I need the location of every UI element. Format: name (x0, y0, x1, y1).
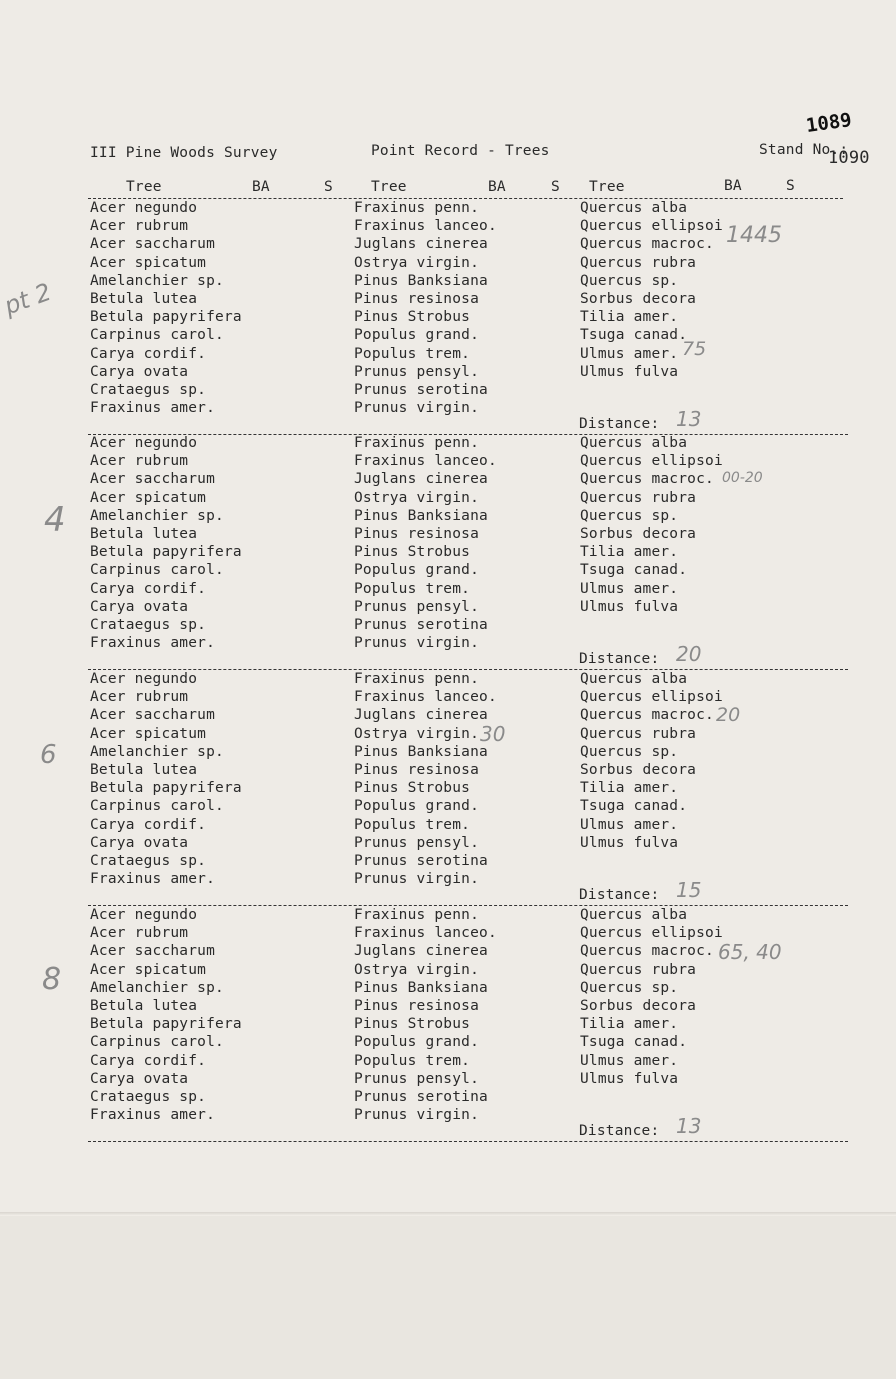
species-entry: Fraxinus amer. (90, 635, 216, 652)
distance-value: 20 (676, 642, 702, 666)
species-entry: Sorbus decora (580, 761, 697, 778)
species-entry: Pinus Strobus (354, 1016, 471, 1033)
species-entry: Betula lutea (90, 525, 198, 542)
species-entry: Amelanchier sp. (90, 743, 224, 760)
species-entry: Acer negundo (90, 671, 198, 687)
species-entry: Amelanchier sp. (90, 272, 224, 289)
col-header-tree-3: Tree (589, 179, 625, 195)
species-entry: Quercus rubra (580, 961, 697, 978)
species-entry: Betula lutea (90, 761, 198, 778)
species-entry: Pinus Strobus (354, 780, 471, 797)
species-entry: Fraxinus lanceo. (354, 925, 497, 942)
species-entry: Crataegus sp. (90, 1088, 207, 1105)
species-entry: Acer spicatum (90, 725, 207, 742)
species-entry: Ostrya virgin. (354, 254, 480, 271)
species-entry: Ulmus amer. (580, 580, 679, 597)
species-entry: Quercus ellipsoi (580, 689, 723, 706)
species-entry: Acer spicatum (90, 489, 207, 506)
species-entry: Populus trem. (354, 1052, 471, 1069)
species-entry: Ulmus fulva (580, 363, 679, 380)
species-entry: Acer spicatum (90, 254, 207, 271)
distance-label: Distance: (579, 416, 660, 432)
species-entry: Pinus Banksiana (354, 979, 488, 996)
species-entry: Carya ovata (90, 363, 189, 380)
species-entry: Tsuga canad. (580, 327, 688, 344)
species-entry: Populus trem. (354, 345, 471, 362)
distance-label: Distance: (579, 1123, 660, 1139)
paper-lower-flap (0, 1216, 896, 1379)
species-entry: Acer negundo (90, 200, 198, 216)
col-header-ba-3: BA (724, 178, 742, 194)
species-entry: Ostrya virgin. (354, 489, 480, 506)
col-header-tree-2: Tree (371, 179, 407, 195)
species-entry: Sorbus decora (580, 997, 697, 1014)
species-entry: Populus grand. (354, 327, 480, 344)
species-entry: Prunus virgin. (354, 400, 480, 417)
margin-note-1: pt 2 (0, 277, 55, 321)
distance-value: 15 (676, 878, 702, 902)
species-entry: Betula papyrifera (90, 780, 242, 797)
species-column-1 (90, 906, 242, 1124)
species-entry: Fraxinus penn. (354, 200, 480, 216)
species-entry: Quercus alba (580, 907, 688, 923)
species-entry: Ulmus fulva (580, 834, 679, 851)
species-entry: Acer rubrum (90, 925, 189, 942)
stand-number-stamp: 1089 (804, 108, 854, 138)
stand-label: Stand No.: (759, 142, 849, 158)
annotation-ulmus-amer-1: 75 (682, 338, 707, 360)
species-entry: Ostrya virgin. (354, 961, 480, 978)
species-column-2 (354, 199, 497, 417)
species-entry: Pinus Banksiana (354, 272, 488, 289)
species-entry: Ulmus fulva (580, 1070, 679, 1087)
col-header-s-1: S (324, 179, 333, 195)
species-entry: Tsuga canad. (580, 562, 688, 579)
species-entry: Acer saccharum (90, 236, 216, 253)
species-entry: Fraxinus penn. (354, 907, 480, 923)
species-entry: Juglans cinerea (354, 236, 488, 253)
species-entry: Carya cordif. (90, 345, 207, 362)
species-entry: Acer rubrum (90, 453, 189, 470)
species-entry: Acer spicatum (90, 961, 207, 978)
species-entry: Fraxinus amer. (90, 871, 216, 888)
species-entry: Prunus pensyl. (354, 598, 480, 615)
col-header-ba-2: BA (488, 179, 506, 195)
species-entry: Tilia amer. (580, 1016, 679, 1033)
distance-label: Distance: (579, 887, 660, 903)
species-entry: Quercus sp. (580, 507, 679, 524)
species-entry: Carya cordif. (90, 816, 207, 833)
distance-label: Distance: (579, 651, 660, 667)
species-entry: Juglans cinerea (354, 471, 488, 488)
species-entry: Carya cordif. (90, 580, 207, 597)
species-entry: Amelanchier sp. (90, 507, 224, 524)
species-entry: Pinus resinosa (354, 290, 480, 307)
species-column-3 (580, 906, 723, 1088)
col-header-s-3: S (786, 178, 795, 194)
species-entry: Populus trem. (354, 580, 471, 597)
species-entry: Carpinus carol. (90, 562, 224, 579)
annotation-ostrya-3: 30 (480, 722, 506, 746)
species-entry: Pinus resinosa (354, 525, 480, 542)
species-entry: Prunus serotina (354, 616, 488, 633)
species-entry: Quercus macroc. (580, 236, 714, 253)
species-entry: Carya cordif. (90, 1052, 207, 1069)
species-entry: Prunus pensyl. (354, 1070, 480, 1087)
species-entry: Prunus serotina (354, 381, 488, 398)
species-entry: Pinus resinosa (354, 997, 480, 1014)
species-entry: Tsuga canad. (580, 1034, 688, 1051)
species-entry: Quercus macroc. (580, 471, 714, 488)
annotation-macroc-2: 00-20 (722, 470, 763, 486)
species-entry: Quercus rubra (580, 489, 697, 506)
species-entry: Prunus serotina (354, 852, 488, 869)
stand-number: 1090 (828, 148, 870, 168)
species-entry: Betula papyrifera (90, 544, 242, 561)
species-entry: Acer negundo (90, 907, 198, 923)
species-entry: Carya ovata (90, 598, 189, 615)
species-entry: Populus trem. (354, 816, 471, 833)
species-column-2 (354, 670, 497, 888)
species-entry: Tsuga canad. (580, 798, 688, 815)
species-entry: Ulmus amer. (580, 345, 679, 362)
annotation-macroc-1: 1445 (726, 223, 782, 248)
species-entry: Pinus Strobus (354, 309, 471, 326)
species-entry: Betula papyrifera (90, 1016, 242, 1033)
survey-title: III Pine Woods Survey (90, 145, 278, 161)
species-entry: Populus grand. (354, 1034, 480, 1051)
species-entry: Quercus rubra (580, 254, 697, 271)
species-entry: Ulmus fulva (580, 598, 679, 615)
distance-value: 13 (676, 407, 702, 431)
species-entry: Populus grand. (354, 798, 480, 815)
species-entry: Amelanchier sp. (90, 979, 224, 996)
species-entry: Acer rubrum (90, 218, 189, 235)
margin-note-4: 8 (42, 962, 62, 997)
species-entry: Quercus alba (580, 435, 688, 451)
species-column-1 (90, 670, 242, 888)
col-header-s-2: S (551, 179, 560, 195)
species-entry: Pinus Banksiana (354, 743, 488, 760)
species-column-2 (354, 434, 497, 652)
species-entry: Quercus alba (580, 671, 688, 687)
species-entry: Ostrya virgin. (354, 725, 480, 742)
species-entry: Fraxinus lanceo. (354, 218, 497, 235)
species-entry: Fraxinus amer. (90, 400, 216, 417)
species-column-2 (354, 906, 497, 1124)
species-entry: Fraxinus amer. (90, 1107, 216, 1124)
species-entry: Pinus Strobus (354, 544, 471, 561)
species-entry: Sorbus decora (580, 290, 697, 307)
species-entry: Carya ovata (90, 1070, 189, 1087)
species-column-3 (580, 670, 723, 852)
species-entry: Pinus resinosa (354, 761, 480, 778)
species-entry: Quercus ellipsoi (580, 925, 723, 942)
species-entry: Prunus virgin. (354, 871, 480, 888)
record-title: Point Record - Trees (371, 143, 550, 159)
distance-value: 13 (676, 1114, 702, 1138)
species-entry: Acer rubrum (90, 689, 189, 706)
species-entry: Populus grand. (354, 562, 480, 579)
species-entry: Fraxinus lanceo. (354, 453, 497, 470)
species-entry: Quercus sp. (580, 743, 679, 760)
species-entry: Tilia amer. (580, 780, 679, 797)
species-entry: Carya ovata (90, 834, 189, 851)
species-entry: Quercus alba (580, 200, 688, 216)
species-entry: Carpinus carol. (90, 798, 224, 815)
species-entry: Juglans cinerea (354, 707, 488, 724)
species-entry: Acer saccharum (90, 943, 216, 960)
species-entry: Quercus ellipsoi (580, 218, 723, 235)
species-entry: Quercus sp. (580, 979, 679, 996)
species-column-1 (90, 199, 242, 417)
species-entry: Ulmus amer. (580, 816, 679, 833)
species-entry: Quercus macroc. (580, 707, 714, 724)
species-entry: Crataegus sp. (90, 852, 207, 869)
species-entry: Acer saccharum (90, 707, 216, 724)
species-entry: Quercus rubra (580, 725, 697, 742)
species-entry: Prunus serotina (354, 1088, 488, 1105)
species-entry: Betula lutea (90, 997, 198, 1014)
species-entry: Prunus pensyl. (354, 363, 480, 380)
species-entry: Pinus Banksiana (354, 507, 488, 524)
annotation-macroc-3: 20 (716, 704, 741, 726)
species-entry: Quercus sp. (580, 272, 679, 289)
species-column-3 (580, 434, 723, 616)
species-entry: Crataegus sp. (90, 381, 207, 398)
margin-note-3: 6 (40, 740, 57, 770)
species-entry: Carpinus carol. (90, 327, 224, 344)
species-entry: Sorbus decora (580, 525, 697, 542)
species-entry: Prunus virgin. (354, 635, 480, 652)
species-entry: Tilia amer. (580, 309, 679, 326)
species-entry: Tilia amer. (580, 544, 679, 561)
point-separator-rule (88, 1141, 848, 1142)
species-entry: Betula lutea (90, 290, 198, 307)
annotation-macroc-4: 65, 40 (718, 940, 782, 964)
species-entry: Carpinus carol. (90, 1034, 224, 1051)
species-entry: Juglans cinerea (354, 943, 488, 960)
species-entry: Fraxinus penn. (354, 671, 480, 687)
margin-note-2: 4 (44, 500, 66, 540)
species-entry: Prunus virgin. (354, 1107, 480, 1124)
species-entry: Quercus macroc. (580, 943, 714, 960)
col-header-tree-1: Tree (126, 179, 162, 195)
species-entry: Fraxinus lanceo. (354, 689, 497, 706)
species-entry: Quercus ellipsoi (580, 453, 723, 470)
species-entry: Betula papyrifera (90, 309, 242, 326)
species-entry: Acer negundo (90, 435, 198, 451)
species-column-1 (90, 434, 242, 652)
species-entry: Acer saccharum (90, 471, 216, 488)
species-entry: Ulmus amer. (580, 1052, 679, 1069)
species-entry: Crataegus sp. (90, 616, 207, 633)
species-entry: Prunus pensyl. (354, 834, 480, 851)
col-header-ba-1: BA (252, 179, 270, 195)
species-entry: Fraxinus penn. (354, 435, 480, 451)
